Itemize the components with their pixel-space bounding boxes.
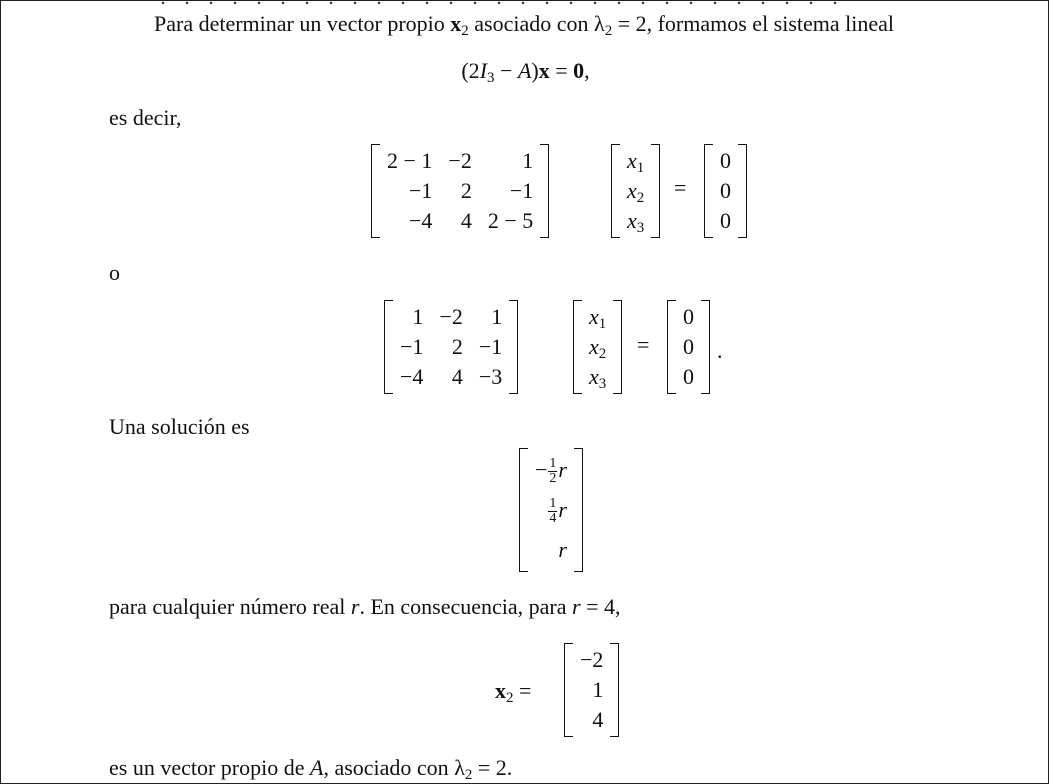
es-decir-text: es decir,: [109, 105, 182, 130]
vector-x-subscript: 2: [461, 23, 469, 39]
solution-label: Una solución es: [109, 414, 250, 439]
solution-vector: − $\frac{1}{2}$ r $\frac{1}{4}$ r r: [519, 448, 583, 572]
eigenvector-x2: −2 1 4: [564, 643, 619, 737]
equals-sign-2: =: [637, 332, 650, 357]
period: .: [717, 338, 723, 363]
zero-vector-2: 0 0 0: [667, 300, 710, 394]
equation-system: $(2I_3 - A)x = 0$,: [461, 58, 590, 86]
intro-line: [154, 11, 894, 37]
lambda-symbol: λ: [594, 11, 605, 36]
vector-x: x: [450, 11, 462, 36]
final-line: es un vector propio de A, asociado con $\lambda_2 = 2$.: [109, 755, 513, 783]
variable-vector-2: $x_1$ $x_2$ $x_3$: [573, 300, 622, 394]
x2-definition-label: $x_2$ =: [495, 678, 532, 706]
intro-text-c: = 2, formamos el sistema lineal: [612, 11, 895, 36]
zero-vector-1: 0 0 0: [704, 144, 747, 238]
coefficient-matrix-1: 2 − 1 −2 1 −1 2 −1 −4 4 2 − 5: [371, 144, 549, 238]
lambda-subscript: 2: [604, 23, 613, 39]
cropped-previous-line: [151, 1, 841, 4]
o-text: o: [109, 260, 120, 285]
intro-text-a: Para determinar un vector propio: [154, 11, 451, 36]
equals-sign-1: =: [674, 175, 687, 200]
intro-text-b: asociado con: [468, 11, 595, 36]
conclusion-line: para cualquier número real r. En consecuencia, para r = 4,: [109, 594, 621, 619]
variable-vector-1: $x_1$ $x_2$ $x_3$: [611, 144, 660, 238]
coefficient-matrix-2: 1 −2 1 −1 2 −1 −4 4 −3: [384, 300, 518, 394]
